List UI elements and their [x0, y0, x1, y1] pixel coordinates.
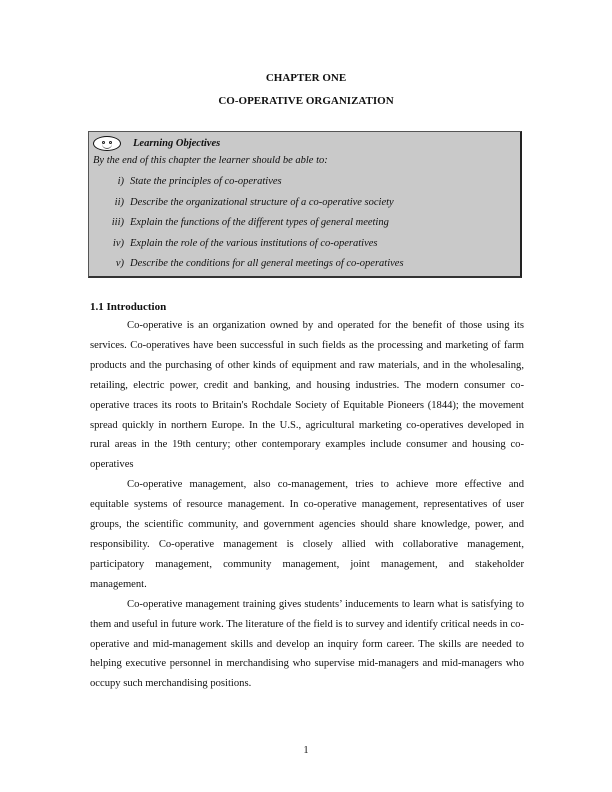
smiley-face-icon — [93, 136, 121, 151]
objectives-intro: By the end of this chapter the learner should be able to: — [93, 155, 328, 166]
chapter-title: CO-OPERATIVE ORGANIZATION — [218, 95, 394, 107]
objective-item — [89, 197, 520, 218]
objective-text: State the principles of co-operatives — [130, 176, 282, 187]
paragraph: Co-operative is an organization owned by and operated for the benefit of those using its services. Co-operatives have been successful in such fields as the processing and marketing of farm products and the purchasing of other kinds of equipment and raw materials, and in the wholesaling, retailing, electric power, credit and banking, and housing industries. The modern consumer co-operative traces its roots to Britain's Rochdale Society of Equitable Pioneers (1844); the movement spread quickly in northern Europe. In the U.S., agricultural marketing co-operatives developed in rural areas in the 19th century; other contemporary examples include consumer and housing co-operatives — [90, 320, 524, 471]
section-body — [90, 316, 524, 694]
objective-item — [89, 176, 520, 197]
objective-number: i) — [117, 176, 124, 187]
objective-item — [89, 238, 520, 259]
learning-objectives-box — [88, 131, 522, 278]
objectives-header — [93, 135, 220, 151]
chapter-label: CHAPTER ONE — [265, 72, 347, 84]
objective-item — [89, 258, 520, 279]
objective-text: Describe the conditions for all general meetings of co-operatives — [130, 258, 404, 269]
objectives-list — [89, 176, 520, 279]
objective-number: ii) — [114, 196, 124, 208]
objective-text: Explain the functions of the different types of general meeting — [130, 217, 389, 228]
objective-text: Explain the role of the various institutions of co-operatives — [130, 237, 378, 249]
paragraph: Co-operative management, also co-management, tries to achieve more effective and equitable systems of resource management. In co-operative management, representatives of user groups, the scientific community, and government agencies should share knowledge, power, and responsibility. Co-operative management is closely allied with collaborative management, participatory management, community management, joint management, and stakeholder management. — [90, 479, 524, 590]
paragraph: Co-operative management training gives students’ inducements to learn what is satisfying to them and useful in future work. The literature of the field is to survey and identify critical needs in co-operative and mid-management skills and develop an inquiry form career. The skills are needed to helping executive personnel in merchandising who supervise mid-managers and mid-managers who occupy such merchandising positions. — [90, 598, 524, 690]
objective-item — [89, 217, 520, 238]
objective-text: Describe the organizational structure of a co-operative society — [130, 196, 394, 208]
section-heading: 1.1 Introduction — [90, 301, 167, 313]
objective-number: iii) — [111, 217, 124, 228]
objectives-heading: Learning Objectives — [133, 137, 221, 149]
objective-number: v) — [115, 258, 124, 269]
page-number: 1 — [303, 745, 309, 756]
objective-number: iv) — [112, 237, 124, 249]
